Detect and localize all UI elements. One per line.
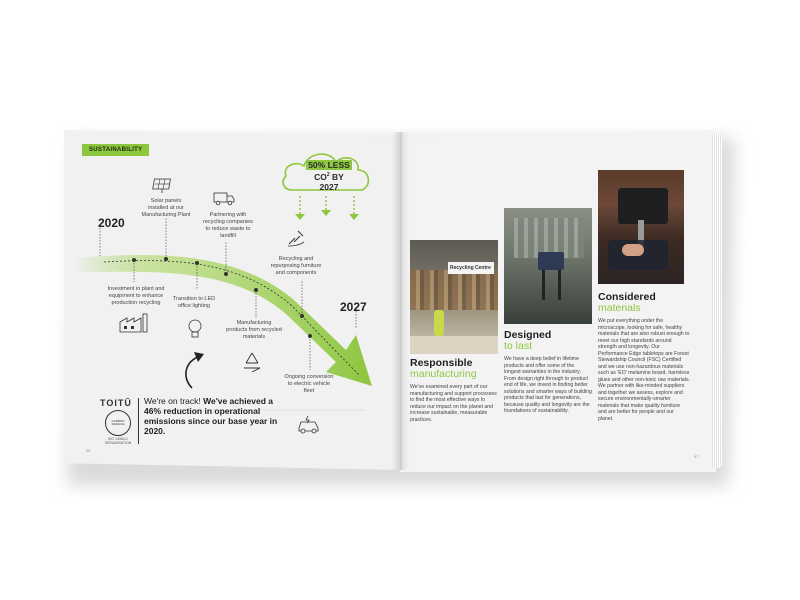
cloud-goal — [298, 160, 360, 192]
truck-icon — [212, 190, 236, 206]
toitu-sub: ISO 14064-1 ORGANISATION — [104, 437, 132, 445]
milestone-partnering: Partnering with recycling companies to reduce waste to landfill — [203, 212, 253, 239]
photo-workshop-chair — [504, 208, 592, 324]
photo-sign: Recycling Centre — [448, 262, 494, 274]
goal-year: 2027 — [319, 181, 339, 192]
electric-car-icon — [296, 414, 322, 434]
recycle-icon — [240, 350, 264, 374]
year-end: 2027 — [340, 300, 367, 314]
toitu-divider — [138, 398, 139, 444]
track-light: We're on track! — [144, 396, 201, 406]
toitu-name: TOITŪ — [100, 398, 132, 408]
photo-floor — [410, 336, 498, 354]
photo-recycling-centre — [410, 240, 498, 354]
solar-panel-icon — [152, 176, 174, 194]
column-responsible — [410, 358, 500, 423]
column-subheading: materials — [598, 302, 641, 314]
track-bold: We've achieved a 46% reduction in operational emissions since our base year in 2020. — [144, 396, 278, 436]
column-considered — [598, 292, 690, 422]
toitu-ring-text: CARBON REDUCE — [111, 418, 125, 426]
milestone-ev: Ongoing conversion to electric vehicle fleet — [284, 374, 334, 394]
column-body: We put everything under the microscope, looking for safe, healthy materials that are also robust enough to meet our high standards around strength and longevity. Our Performance Edge tabletops are Forest Stewardship Council (FSC) Certified and we use non-hazardous materials such as 'EO' melamine board, harmless glues and other non-toxic raw materials. We partner with like-minded suppliers and together we assess, explore and secure environmentally-smarter materials that make quality furniture and are better for people and our planet. — [598, 318, 690, 422]
page-number-left: 56 — [86, 448, 91, 453]
column-body: We have a deep belief in lifetime products and offer some of the longest warranties in the industry. From design right through to product end of life, we invest in finding better solutions and smarter ways of building products that last for generations, because quality and longevity are the foundations of sustainability. — [504, 356, 592, 414]
milestone-solar: Solar panels installed at our Manufacturing Plant — [141, 198, 191, 218]
goal-by: BY — [329, 171, 344, 182]
year-start: 2020 — [98, 216, 125, 230]
column-heading: Considered — [598, 291, 656, 303]
factory-icon — [118, 312, 152, 334]
milestone-led: Transition to LED office lighting — [172, 296, 216, 309]
column-heading: Designed — [504, 329, 552, 341]
column-subheading: manufacturing — [410, 368, 477, 380]
goal-co-sub: 2 — [326, 172, 330, 178]
lightbulb-icon — [186, 318, 204, 340]
column-subheading: to last — [504, 340, 533, 352]
goal-line1: 50% LESS — [308, 160, 350, 170]
milestone-investment: Investment in plant and equipment to enhance production recycling — [107, 286, 165, 306]
milestone-recycling: Recycling and repurposing furniture and components — [270, 256, 322, 276]
goal-co: CO — [314, 171, 327, 182]
milestone-products: Manufacturing products from recycled materials — [226, 320, 282, 340]
photo-sewing-machine — [598, 170, 684, 284]
page-edges — [712, 134, 722, 468]
worker-figure — [434, 310, 444, 336]
section-tag: SUSTAINABILITY — [82, 144, 149, 156]
toitu-logo — [100, 398, 136, 445]
hand-tools-icon — [286, 228, 306, 248]
book-spine — [392, 132, 410, 470]
track-statement — [144, 396, 286, 436]
column-body: We've examined every part of our manufacturing and support processes to find the most effective ways to reduce our impact on the planet and increase sustainable, measurable practices. — [410, 384, 497, 423]
column-designed — [504, 330, 592, 415]
column-heading: Responsible — [410, 357, 473, 369]
page-number-right: 57 — [694, 454, 699, 459]
